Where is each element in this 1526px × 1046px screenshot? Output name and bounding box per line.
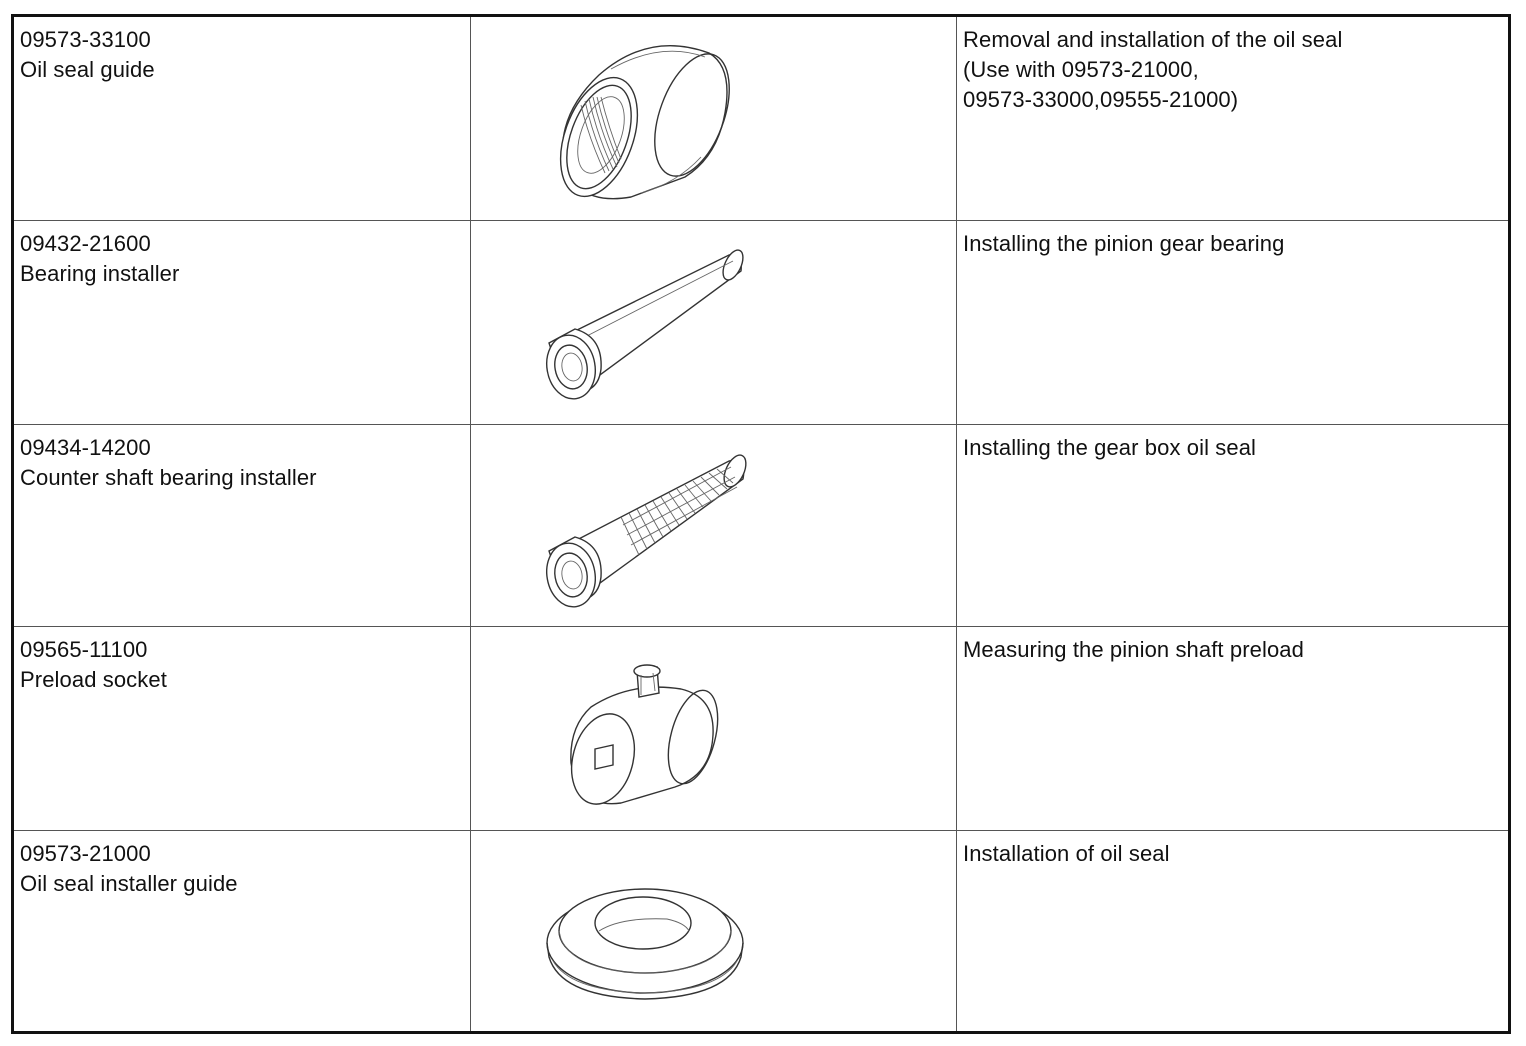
tool-id-cell: [14, 425, 471, 627]
usage-line: 09573-33000,09555-21000): [963, 87, 1239, 112]
usage-line: Installing the pinion gear bearing: [963, 231, 1285, 256]
usage-line: Measuring the pinion shaft preload: [963, 637, 1304, 662]
usage-description-cell: [957, 627, 1508, 831]
tool-id-cell: [14, 831, 471, 1031]
illustration-cell: [471, 17, 957, 221]
preload-socket-illustration: [471, 627, 956, 830]
part-number: 09573-33100: [20, 27, 151, 52]
usage-description-cell: [957, 831, 1508, 1031]
tool-id-cell: [14, 221, 471, 425]
tool-id-cell: [14, 17, 471, 221]
usage-line: Removal and installation of the oil seal: [963, 27, 1343, 52]
part-number: 09565-11100: [20, 637, 148, 662]
illustration-cell: [471, 627, 957, 831]
usage-description-cell: [957, 17, 1508, 221]
tool-name: Bearing installer: [20, 261, 180, 286]
tool-id-cell: [14, 627, 471, 831]
bearing-installer-illustration: [471, 221, 956, 424]
usage-description-cell: [957, 221, 1508, 425]
part-number: 09573-21000: [20, 841, 151, 866]
counter-shaft-bearing-installer-illustration: [471, 425, 956, 626]
usage-line: (Use with 09573-21000,: [963, 57, 1199, 82]
illustration-cell: [471, 221, 957, 425]
usage-line: Installation of oil seal: [963, 841, 1170, 866]
oil-seal-installer-guide-illustration: [471, 831, 956, 1031]
illustration-cell: [471, 425, 957, 627]
tool-name: Oil seal guide: [20, 57, 155, 82]
illustration-cell: [471, 831, 957, 1031]
usage-line: Installing the gear box oil seal: [963, 435, 1257, 460]
part-number: 09432-21600: [20, 231, 151, 256]
tool-name: Oil seal installer guide: [20, 871, 238, 896]
tool-name: Counter shaft bearing installer: [20, 465, 317, 490]
oil-seal-guide-illustration: [471, 17, 956, 220]
usage-description-cell: [957, 425, 1508, 627]
tool-name: Preload socket: [20, 667, 167, 692]
part-number: 09434-14200: [20, 435, 151, 460]
special-tools-table: [11, 14, 1511, 1034]
